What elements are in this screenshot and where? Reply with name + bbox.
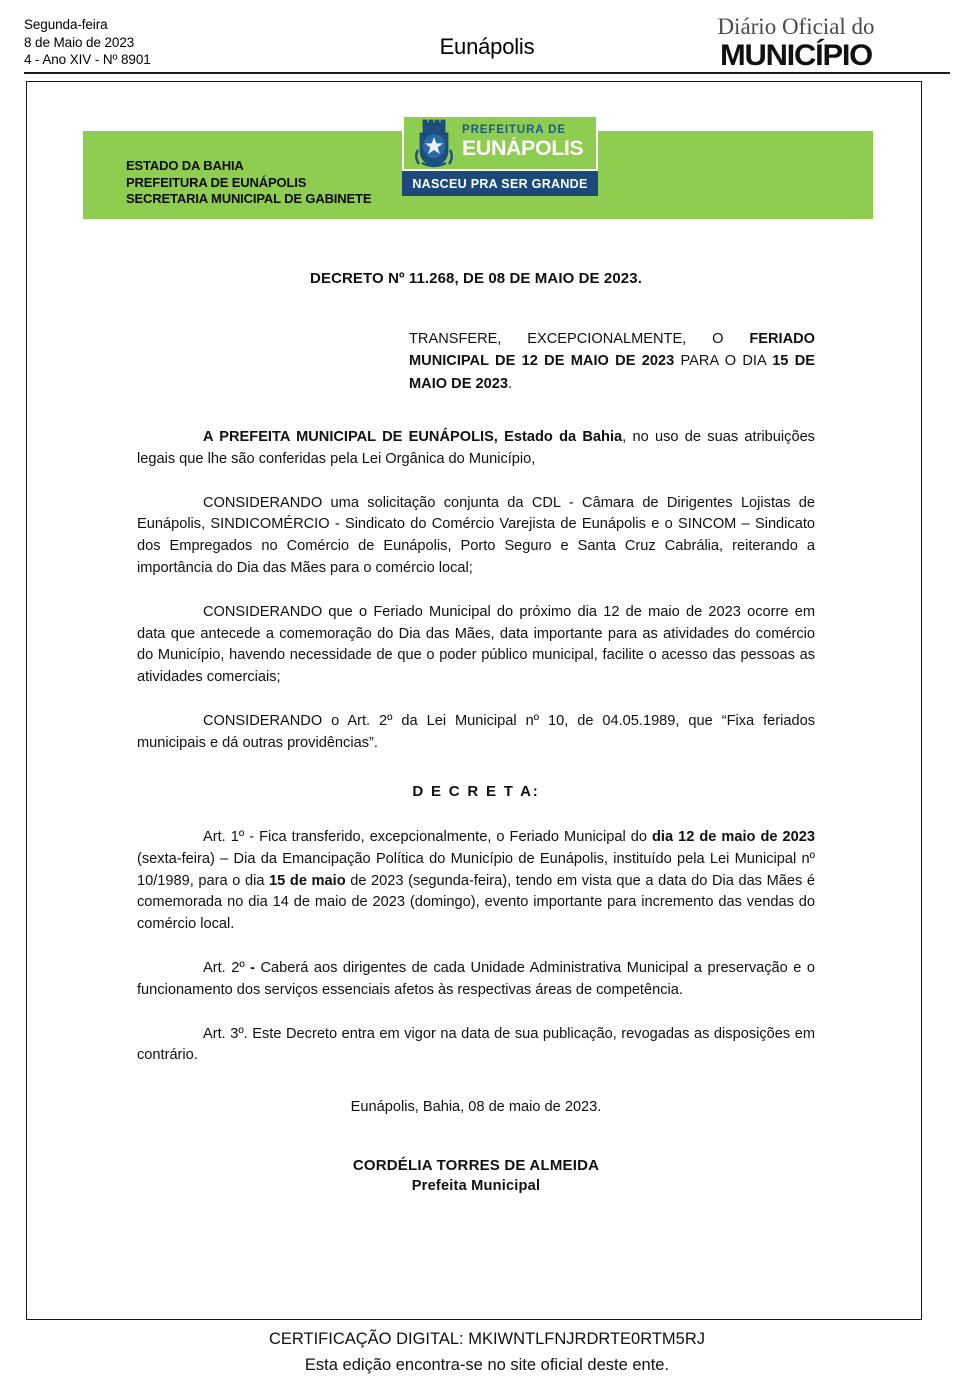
masthead-city: Eunápolis xyxy=(439,34,535,59)
logo-prefeitura-label: PREFEITURA DE xyxy=(462,124,566,136)
logo-slogan-bar xyxy=(402,171,598,196)
decreta-heading: D E C R E T A: xyxy=(412,782,540,800)
document-page-frame xyxy=(26,81,922,1320)
decree-considerando-2: CONSIDERANDO que o Feriado Municipal do próximo dia 12 de maio de 2023 ocorre em data que antecede a comemoração do Dia das Mães, data importante para as atividades do comércio do Município, havendo necessidade de que o poder público municipal, facilite o acesso das pessoas as atividades comerciais; xyxy=(137,603,815,686)
organization-lines xyxy=(126,158,371,208)
masthead xyxy=(0,0,974,76)
decree-preamble: A PREFEITA MUNICIPAL DE EUNÁPOLIS, Estado da Bahia, no uso de suas atribuições legais que lhe são conferidas pela Lei Orgânica do Município, xyxy=(137,429,815,467)
coat-of-arms-icon xyxy=(410,117,458,169)
decree-signature-block xyxy=(137,1155,815,1197)
logo-city-label: EUNÁPOLIS xyxy=(462,137,584,160)
masthead-publication-logo xyxy=(676,14,916,71)
masthead-date: 8 de Maio de 2023 xyxy=(24,34,135,50)
decree-place-date: Eunápolis, Bahia, 08 de maio de 2023. xyxy=(350,1099,602,1116)
org-line-secretariat: SECRETARIA MUNICIPAL DE GABINETE xyxy=(126,191,372,206)
logo-wordmark xyxy=(462,123,584,160)
masthead-weekday: Segunda-feira xyxy=(24,17,108,32)
logo-top-panel xyxy=(402,115,598,171)
logo-slogan-text: NASCEU PRA SER GRANDE xyxy=(412,176,588,191)
decree-article-3: Art. 3º. Este Decreto entra em vigor na data de sua publicação, revogadas as disposições em contrário. xyxy=(137,1025,815,1064)
masthead-title-top: Diário Oficial do xyxy=(717,14,875,39)
footer-notice: Esta edição encontra-se no site oficial deste ente. xyxy=(304,1356,670,1374)
masthead-edition: 4 - Ano XIV - Nº 8901 xyxy=(24,52,151,67)
decree-considerando-3: CONSIDERANDO o Art. 2º da Lei Municipal nº 10, de 04.05.1989, que “Fixa feriados municipais e dá outras providências”. xyxy=(137,712,815,751)
decree-considerando-1: CONSIDERANDO uma solicitação conjunta da CDL - Câmara de Dirigentes Lojistas de Eunápolis, SINDICOMÉRCIO - Sindicato do Comércio Varejista de Eunápolis e o SINCOM – Sindicato dos Empregados no Comércio de Eunápolis, Porto Seguro e Santa Cruz Cabrália, reiterando a importância do Dia das Mães para o comércio local; xyxy=(137,494,815,576)
org-line-prefecture: PREFEITURA DE EUNÁPOLIS xyxy=(126,174,307,190)
masthead-divider xyxy=(24,72,950,74)
decree-summary: TRANSFERE, EXCEPCIONALMENTE, O FERIADO MUNICIPAL DE 12 DE MAIO DE 2023 PARA O DIA 15 DE MAIO DE 2023. xyxy=(409,330,816,392)
signatory-name: CORDÉLIA TORRES DE ALMEIDA xyxy=(352,1156,600,1174)
page-footer xyxy=(0,1326,974,1378)
decree-body xyxy=(137,268,815,1197)
decree-article-1: Art. 1º - Fica transferido, excepcionalmente, o Feriado Municipal do dia 12 de maio de 2023 (sexta-feira) – Dia da Emancipação Política do Município de Eunápolis, instituído pela Lei Municipal nº 10/1989, para o dia 15 de maio de 2023 (segunda-feira), tendo em vista que a data do Dia das Mães é comemorada no dia 14 de maio de 2023 (domingo), evento importante para incremento das vendas do comércio local. xyxy=(137,829,816,933)
decree-article-2: Art. 2º - Caberá aos dirigentes de cada Unidade Administrativa Municipal a preservação e o funcionamento dos serviços essenciais afetos às respectivas áreas de competência. xyxy=(137,960,815,998)
masthead-title-bottom: MUNICÍPIO xyxy=(720,39,872,72)
footer-certification: CERTIFICAÇÃO DIGITAL: MKIWNTLFNJRDRTE0RTM5RJ xyxy=(268,1330,706,1348)
decree-title: DECRETO Nº 11.268, DE 08 DE MAIO DE 2023. xyxy=(310,270,642,287)
signatory-role: Prefeita Municipal xyxy=(411,1177,541,1194)
org-line-state: ESTADO DA BAHIA xyxy=(126,158,244,173)
prefecture-logo xyxy=(402,115,598,196)
